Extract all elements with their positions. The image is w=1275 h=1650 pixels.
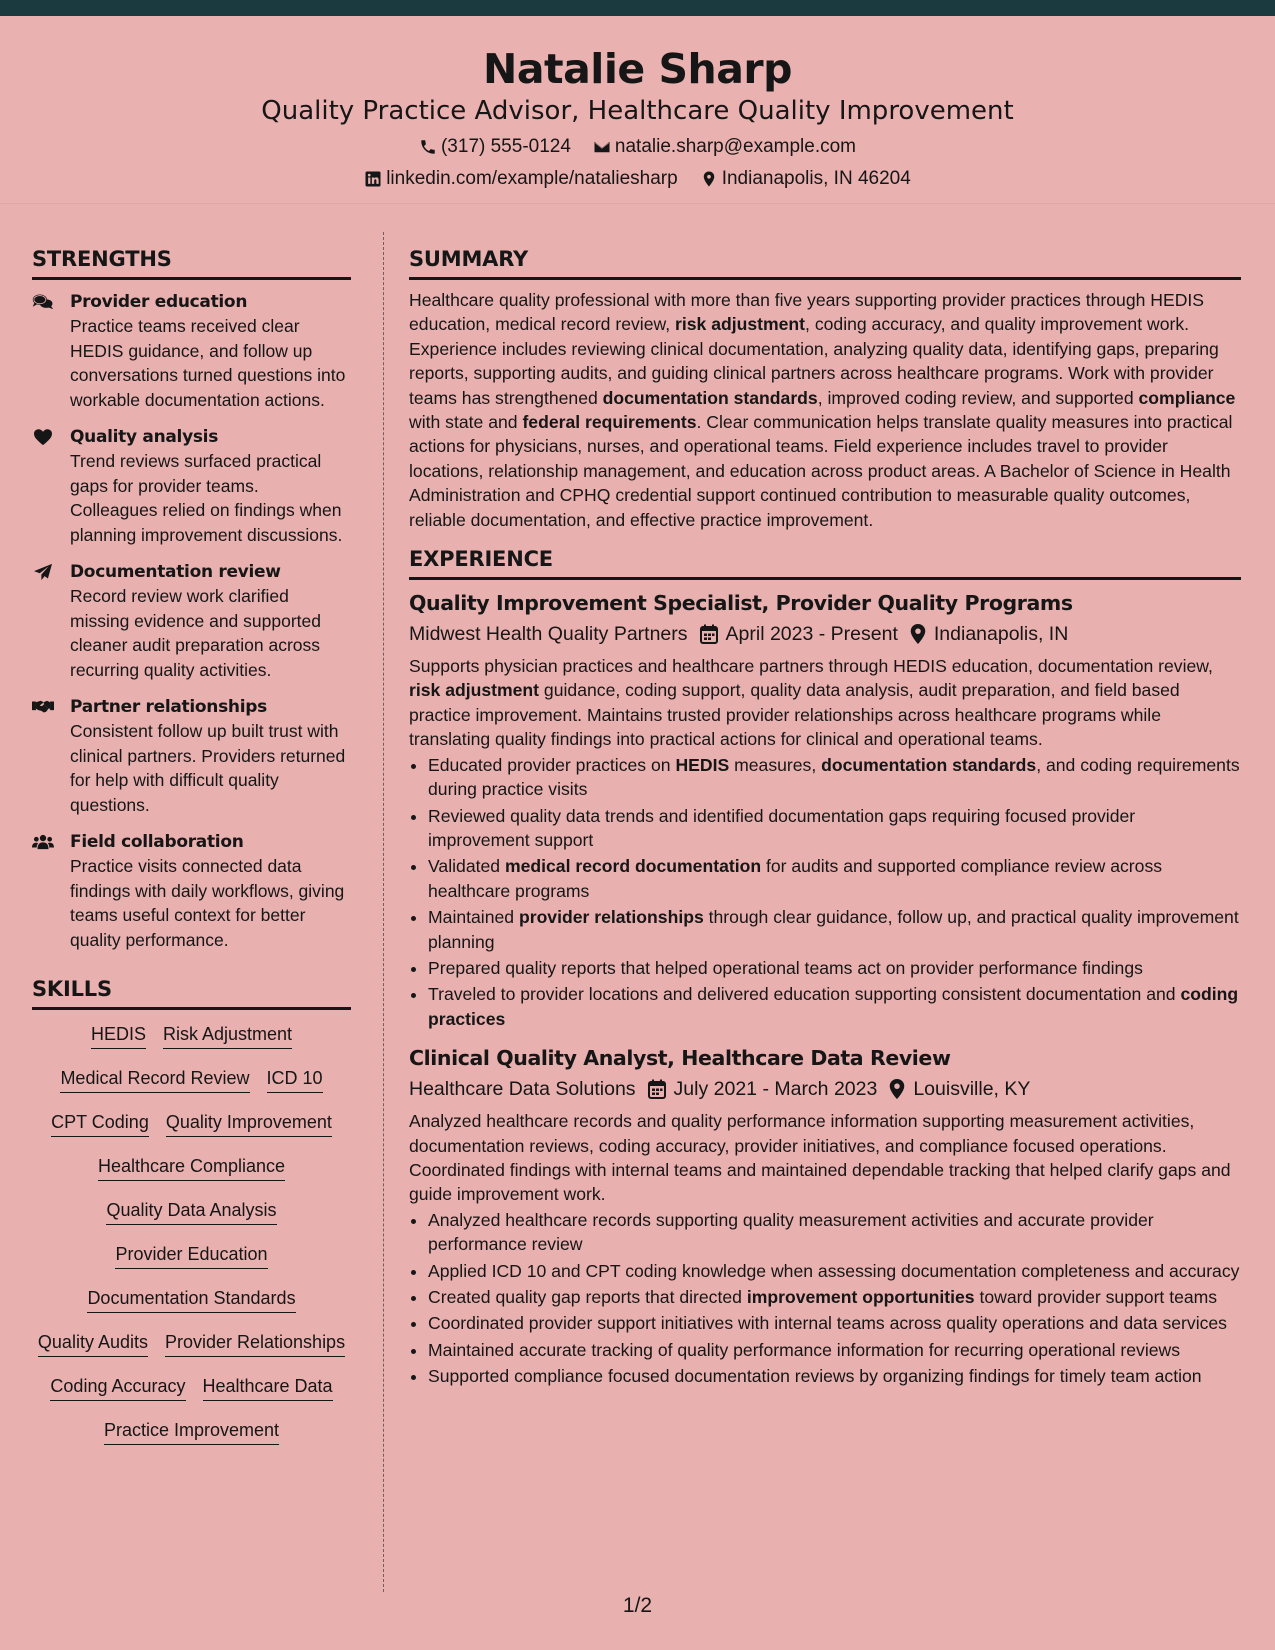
skill-tag: Documentation Standards <box>87 1286 295 1313</box>
text-run: toward provider support teams <box>974 1287 1218 1307</box>
strength-title: Documentation review <box>70 562 281 582</box>
map-pin-icon <box>889 1079 905 1099</box>
strengths-heading: STRENGTHS <box>32 244 351 280</box>
emphasis-text: documentation standards <box>821 754 1037 775</box>
job-bullet <box>428 982 1241 1031</box>
map-pin-icon <box>700 170 718 188</box>
strength-desc: Consistent follow up built trust with clinical partners. Providers returned for help with difficult quality questions. <box>70 721 346 815</box>
job-bullets <box>409 753 1241 1031</box>
skill-tag: Provider Relationships <box>165 1330 345 1357</box>
text-run: Validated <box>428 856 505 877</box>
job-bullet <box>428 1338 1241 1362</box>
contact-linkedin[interactable] <box>364 167 678 191</box>
text-run: Prepared quality reports that helped operational teams act on provider performance findings <box>428 957 1143 978</box>
job-dates <box>648 1073 878 1105</box>
strength-title: Partner relationships <box>70 697 267 717</box>
page-number: 1/2 <box>622 1594 653 1617</box>
left-column <box>32 244 351 1445</box>
job-bullet <box>428 905 1241 954</box>
resume-header <box>0 16 1275 204</box>
skill-tag: Provider Education <box>115 1242 267 1269</box>
emphasis-text: compliance <box>1138 387 1236 408</box>
strength-desc: Practice visits connected data findings with daily workflows, giving teams useful context for better quality performance. <box>70 856 345 950</box>
text-run: through clear guidance, follow up, and practical quality improvement planning <box>428 907 1239 952</box>
skill-tag: Practice Improvement <box>104 1418 279 1445</box>
heart-icon <box>32 428 54 446</box>
skill-tag: HEDIS <box>91 1022 146 1049</box>
skill-tag: Quality Improvement <box>166 1110 332 1137</box>
text-run: Supports physician practices and healthcare partners through HEDIS education, documentation review, <box>409 656 1213 677</box>
phone-text: (317) 555-0124 <box>440 136 571 157</box>
job-location <box>910 618 1068 650</box>
skill-tag: Medical Record Review <box>60 1066 249 1093</box>
contact-location <box>700 167 911 191</box>
strength-item <box>32 290 351 412</box>
strengths-list <box>32 290 351 952</box>
job-bullet <box>428 804 1241 853</box>
email-text[interactable]: natalie.sharp@example.com <box>614 136 856 157</box>
text-run: , improved coding review, and supported <box>817 387 1139 408</box>
emphasis-text: coding practices <box>428 984 1239 1029</box>
emphasis-text: documentation standards <box>602 387 818 408</box>
skill-tag: Quality Audits <box>38 1330 148 1357</box>
emphasis-text: HEDIS <box>675 754 730 775</box>
job-bullet <box>428 1259 1241 1283</box>
skills-list <box>32 1022 351 1445</box>
job-company: Midwest Health Quality Partners <box>409 623 688 646</box>
skill-tag: CPT Coding <box>51 1110 149 1137</box>
job-bullet <box>428 956 1241 980</box>
text-run: Maintained <box>428 907 519 928</box>
skill-tag: Risk Adjustment <box>163 1022 292 1049</box>
emphasis-text: medical record documentation <box>504 856 762 877</box>
candidate-title: Quality Practice Advisor, Healthcare Quality Improvement <box>261 96 1014 126</box>
linkedin-icon <box>364 170 382 188</box>
job-entry <box>409 1043 1241 1388</box>
users-icon <box>32 833 54 851</box>
text-run: . Clear communication helps translate quality measures into practical actions for physicians, nurses, and operational teams. Field experience includes travel to provider locations, relationship management, and education across product areas. A Bachelor of Science in Health Administration and CPHQ credential support continued contribution to measurable quality outcomes, reliable documentation, and effective practice improvement. <box>409 412 1233 530</box>
linkedin-text[interactable]: linkedin.com/example/nataliesharp <box>386 168 678 189</box>
job-dates-text: April 2023 - Present <box>725 623 898 646</box>
candidate-name: Natalie Sharp <box>483 45 792 93</box>
emphasis-text: risk adjustment <box>409 680 540 701</box>
skills-heading: SKILLS <box>32 974 351 1010</box>
strength-title: Provider education <box>70 292 248 312</box>
job-location <box>889 1073 1030 1105</box>
skill-tag: Healthcare Data <box>203 1374 333 1401</box>
strength-item <box>32 830 351 952</box>
emphasis-text: improvement opportunities <box>746 1287 975 1307</box>
text-run: guidance, coding support, quality data analysis, audit preparation, and field based practice improvement. Maintains trusted provider relationships across healthcare programs while translating quality findings into practical actions for clinical and operational teams. <box>409 680 1180 750</box>
paper-plane-icon <box>32 563 54 581</box>
phone-icon <box>419 138 437 156</box>
right-column <box>409 244 1241 1391</box>
contact-line-2 <box>0 167 1275 191</box>
skill-tag: Healthcare Compliance <box>98 1154 285 1181</box>
chat-bubbles-icon <box>32 293 54 311</box>
text-run: Applied ICD 10 and CPT coding knowledge when assessing documentation completeness and accuracy <box>428 1260 1240 1281</box>
text-run: Maintained accurate tracking of quality performance information for recurring operational reviews <box>428 1339 1181 1360</box>
emphasis-text: risk adjustment <box>675 314 806 335</box>
job-bullet <box>428 753 1241 802</box>
text-run: measures, <box>729 754 822 775</box>
job-location-text: Louisville, KY <box>913 1078 1031 1101</box>
emphasis-text: provider relationships <box>518 907 704 928</box>
experience-heading: EXPERIENCE <box>409 544 1241 580</box>
strength-item <box>32 695 351 817</box>
text-run: Reviewed quality data trends and identified documentation gaps requiring focused provider improvement support <box>428 805 1136 850</box>
map-pin-icon <box>910 624 926 644</box>
job-company: Healthcare Data Solutions <box>409 1078 636 1101</box>
job-description <box>409 654 1241 752</box>
text-run: Supported compliance focused documentation reviews by organizing findings for timely team action <box>428 1366 1202 1387</box>
contact-email[interactable] <box>593 135 856 159</box>
contact-phone <box>419 135 571 159</box>
contact-line-1 <box>0 135 1275 159</box>
summary-heading: SUMMARY <box>409 244 1241 280</box>
text-run: , coding accuracy, and quality improvement work. Experience includes reviewing clinical documentation, analyzing quality data, identifying gaps, preparing reports, supporting audits, and guiding clinical partners across healthcare programs. Work with provider teams has strengthened <box>409 314 1219 408</box>
job-dates-text: July 2021 - March 2023 <box>673 1078 878 1101</box>
text-run: Analyzed healthcare records supporting quality measurement activities and accurate provider performance review <box>428 1209 1154 1255</box>
text-run: Traveled to provider locations and delivered education supporting consistent documentation and <box>428 984 1181 1005</box>
job-bullet <box>428 854 1241 903</box>
skill-tag: ICD 10 <box>267 1066 323 1093</box>
column-divider <box>383 232 384 1592</box>
skill-tag: Coding Accuracy <box>50 1374 185 1401</box>
text-run: for audits and supported compliance review across healthcare programs <box>428 856 1163 901</box>
top-accent-bar <box>0 0 1275 16</box>
strength-title: Quality analysis <box>70 427 219 447</box>
job-bullet <box>428 1364 1241 1388</box>
emphasis-text: federal requirements <box>522 412 697 433</box>
text-run: Coordinated provider support initiatives with internal teams across quality operations and data services <box>428 1313 1227 1334</box>
job-bullet <box>428 1285 1241 1309</box>
job-meta <box>409 1073 1241 1105</box>
job-description <box>409 1109 1241 1207</box>
job-title: Quality Improvement Specialist, Provider Quality Programs <box>409 591 1073 616</box>
text-run: Educated provider practices on <box>428 754 676 775</box>
handshake-icon <box>32 698 54 716</box>
text-run: Healthcare quality professional with more than five years supporting provider practices through HEDIS education, medical record review, <box>409 290 1205 335</box>
summary-text <box>409 288 1241 532</box>
location-text: Indianapolis, IN 46204 <box>721 168 911 189</box>
strength-item <box>32 560 351 682</box>
job-bullets <box>409 1208 1241 1389</box>
envelope-icon <box>593 138 611 156</box>
text-run: with state and <box>409 412 523 433</box>
text-run: , and coding requirements during practice visits <box>428 754 1240 800</box>
strength-desc: Trend reviews surfaced practical gaps for provider teams. Colleagues relied on findings when planning improvement discussions. <box>70 451 343 545</box>
strength-desc: Practice teams received clear HEDIS guidance, and follow up conversations turned questions into workable documentation actions. <box>70 316 346 410</box>
job-meta <box>409 618 1241 650</box>
job-title: Clinical Quality Analyst, Healthcare Data Review <box>409 1046 951 1071</box>
text-run: Analyzed healthcare records and quality performance information supporting measurement activities, documentation reviews, coding accuracy, provider initiatives, and compliance focused operations. Coordinated findings with internal teams and maintained dependable tracking that helped clarify gaps and guide improvement work. <box>409 1111 1231 1205</box>
strength-title: Field collaboration <box>70 832 244 852</box>
text-run: Created quality gap reports that directed <box>428 1287 747 1307</box>
skill-tag: Quality Data Analysis <box>106 1198 276 1225</box>
job-entry <box>409 588 1241 1031</box>
job-bullet <box>428 1208 1241 1257</box>
calendar-icon <box>700 624 718 644</box>
calendar-icon <box>648 1079 666 1099</box>
job-location-text: Indianapolis, IN <box>933 623 1069 646</box>
strength-item <box>32 425 351 547</box>
job-bullet <box>428 1311 1241 1335</box>
strength-desc: Record review work clarified missing evidence and supported cleaner audit preparation across recurring quality activities. <box>70 586 321 680</box>
job-dates <box>700 618 898 650</box>
